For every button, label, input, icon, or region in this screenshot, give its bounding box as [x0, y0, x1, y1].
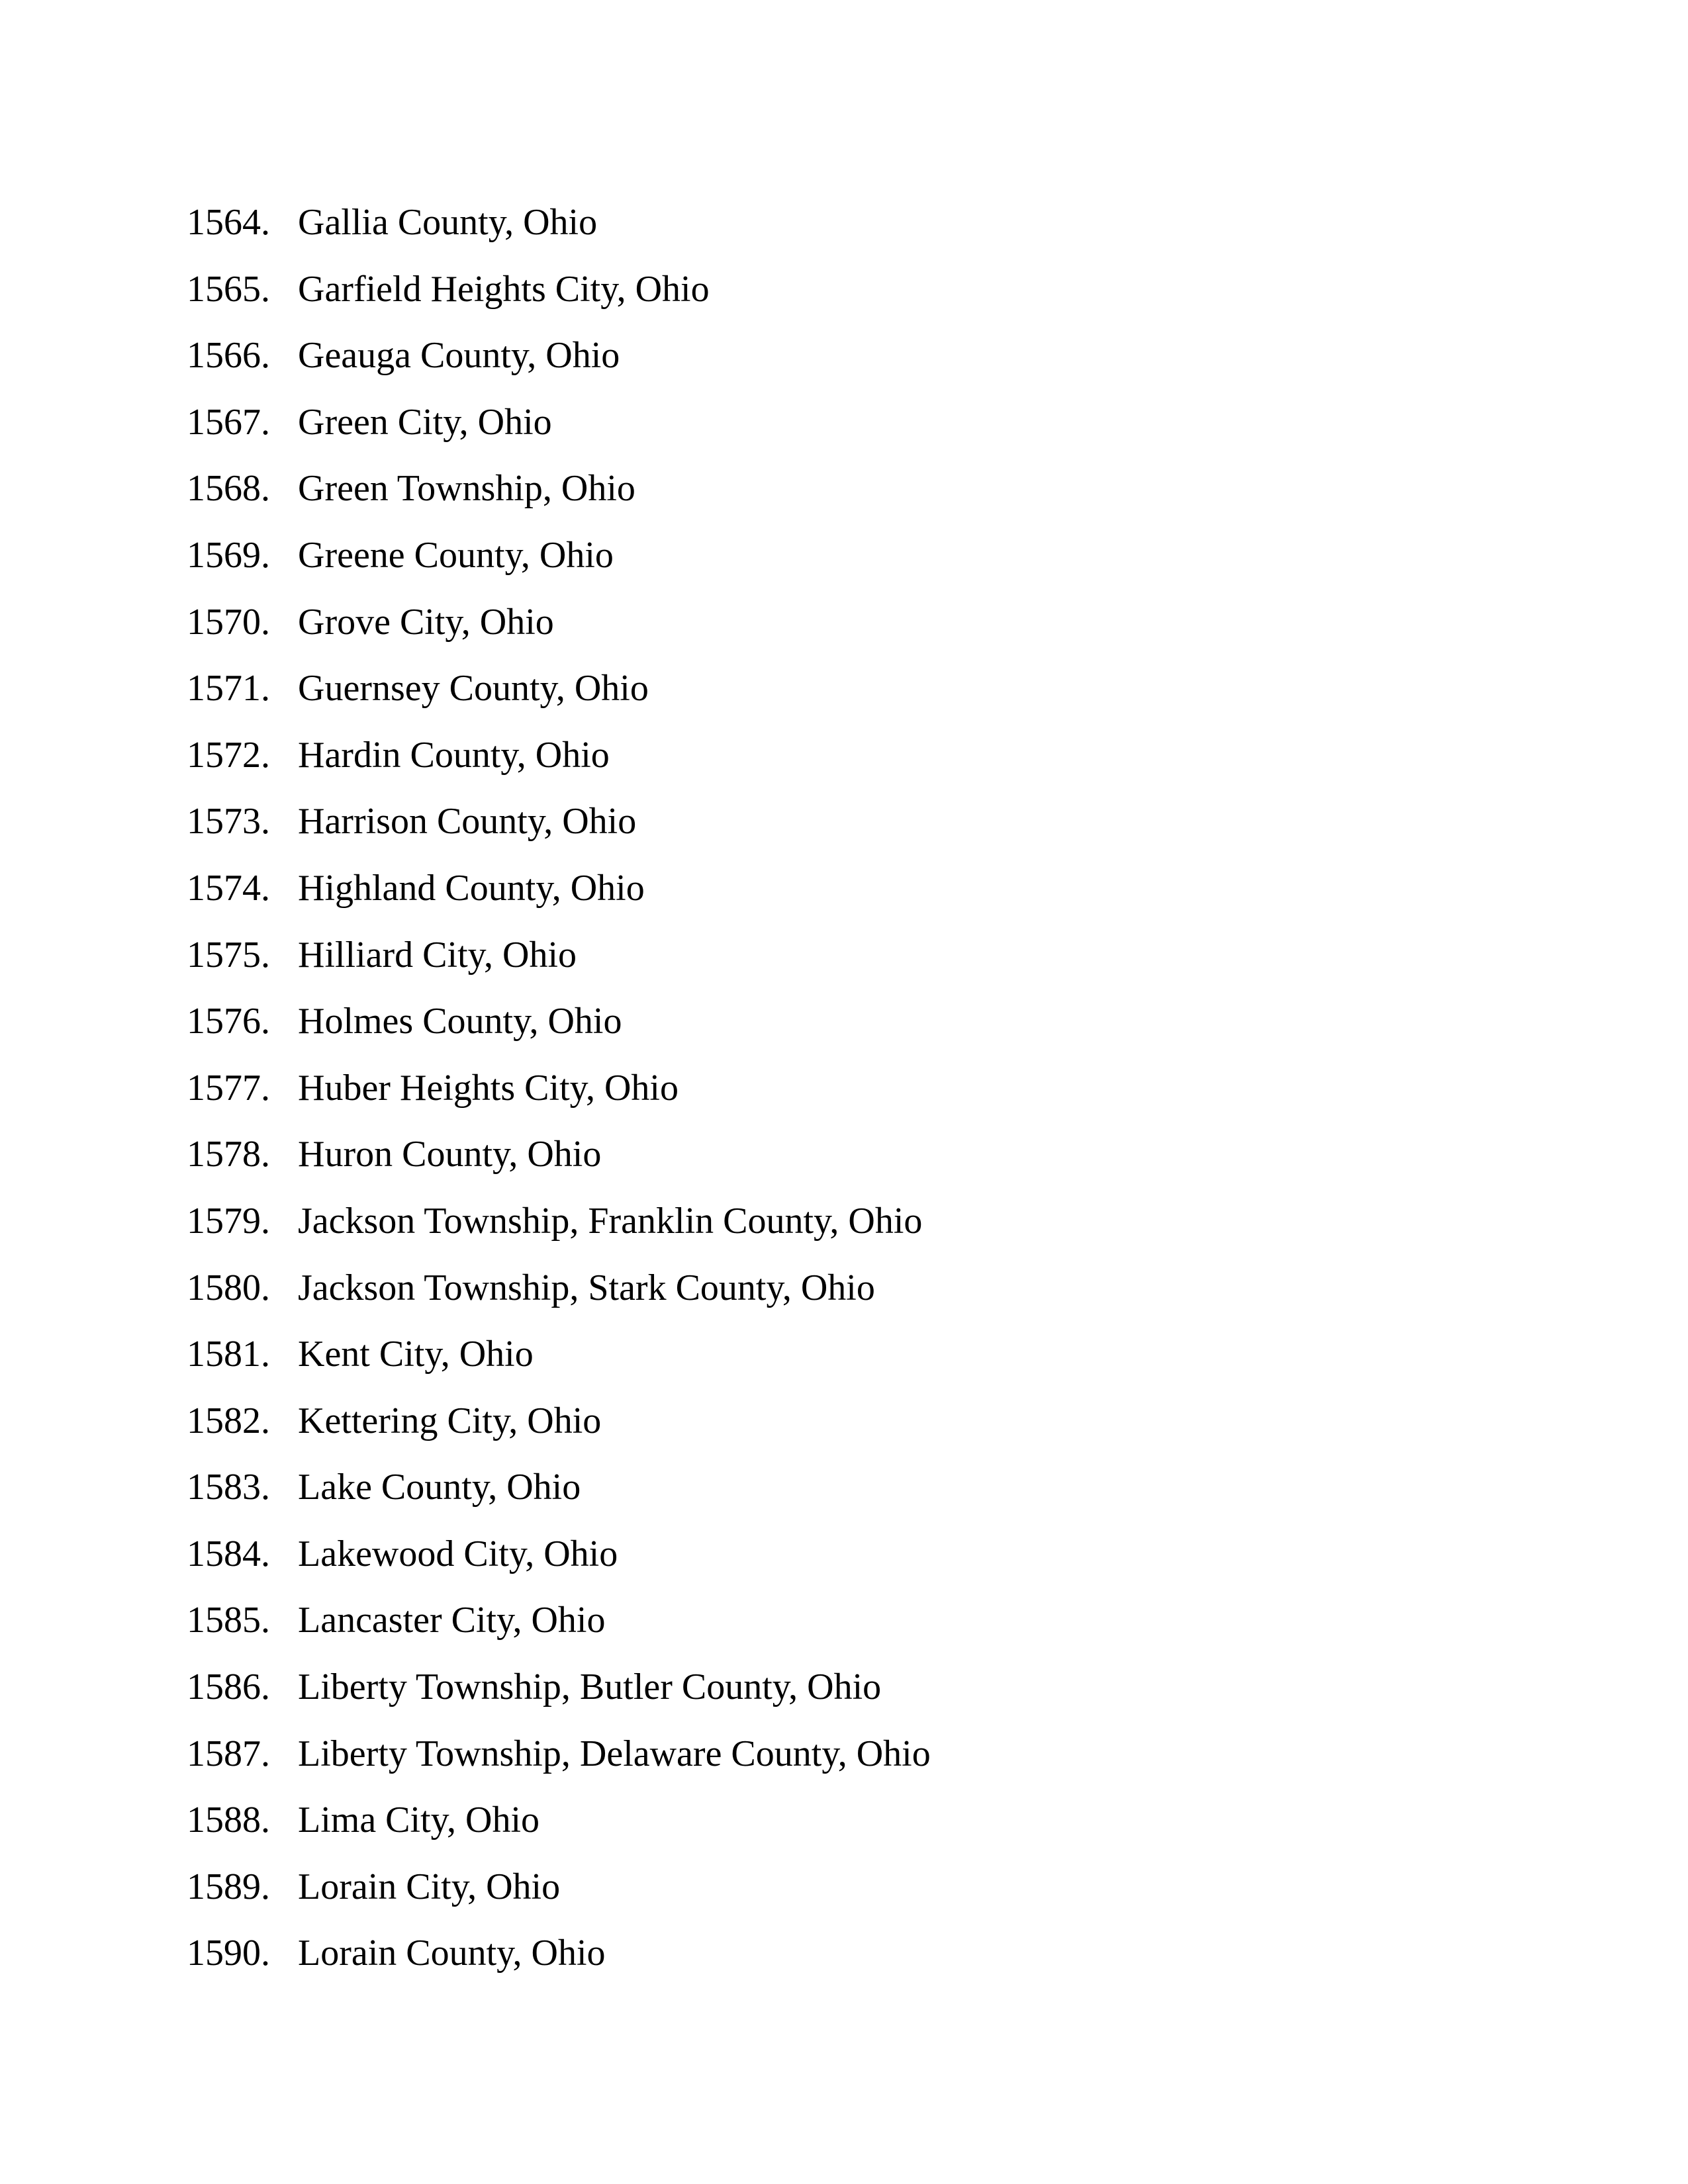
item-number: 1583.	[187, 1467, 270, 1508]
list-item	[187, 1188, 931, 1255]
item-name: Harrison County, Ohio	[298, 801, 637, 842]
item-name: Greene County, Ohio	[298, 534, 614, 576]
item-name: Grove City, Ohio	[298, 601, 554, 643]
item-name: Gallia County, Ohio	[298, 202, 598, 243]
list-item	[187, 1721, 931, 1788]
list-item	[187, 1255, 931, 1322]
item-name: Green City, Ohio	[298, 401, 552, 443]
item-name: Jackson Township, Stark County, Ohio	[298, 1267, 875, 1308]
item-number: 1571.	[187, 668, 270, 709]
item-number: 1587.	[187, 1733, 270, 1774]
item-number: 1579.	[187, 1200, 270, 1242]
item-name: Liberty Township, Butler County, Ohio	[298, 1666, 882, 1708]
item-name: Guernsey County, Ohio	[298, 668, 649, 709]
item-name: Lake County, Ohio	[298, 1467, 581, 1508]
list-item	[187, 1787, 931, 1854]
item-number: 1581.	[187, 1334, 270, 1375]
list-item	[187, 1454, 931, 1521]
list-item	[187, 522, 931, 589]
numbered-list	[187, 189, 931, 1987]
list-item	[187, 988, 931, 1055]
list-item	[187, 655, 931, 722]
list-item	[187, 1854, 931, 1921]
list-item	[187, 189, 931, 256]
item-number: 1578.	[187, 1134, 270, 1175]
item-number: 1572.	[187, 734, 270, 776]
list-item	[187, 589, 931, 656]
item-number: 1586.	[187, 1666, 270, 1708]
list-item	[187, 1388, 931, 1455]
item-number: 1582.	[187, 1400, 270, 1441]
item-name: Geauga County, Ohio	[298, 335, 620, 377]
list-item	[187, 1521, 931, 1588]
item-number: 1570.	[187, 601, 270, 643]
item-number: 1564.	[187, 202, 270, 243]
list-item	[187, 1920, 931, 1987]
item-name: Lorain County, Ohio	[298, 1933, 606, 1974]
item-name: Huron County, Ohio	[298, 1134, 602, 1175]
item-number: 1574.	[187, 867, 270, 909]
item-name: Huber Heights City, Ohio	[298, 1067, 679, 1109]
list-item	[187, 1587, 931, 1654]
item-number: 1588.	[187, 1799, 270, 1841]
item-name: Kent City, Ohio	[298, 1334, 534, 1375]
item-number: 1576.	[187, 1001, 270, 1042]
item-number: 1573.	[187, 801, 270, 842]
item-name: Jackson Township, Franklin County, Ohio	[298, 1200, 923, 1242]
item-name: Lancaster City, Ohio	[298, 1600, 606, 1641]
item-number: 1569.	[187, 534, 270, 576]
list-item	[187, 922, 931, 989]
list-item	[187, 389, 931, 456]
item-number: 1580.	[187, 1267, 270, 1308]
item-name: Highland County, Ohio	[298, 867, 645, 909]
item-number: 1589.	[187, 1866, 270, 1907]
list-item	[187, 1321, 931, 1388]
list-item	[187, 1055, 931, 1122]
item-number: 1567.	[187, 401, 270, 443]
item-name: Holmes County, Ohio	[298, 1001, 622, 1042]
item-number: 1568.	[187, 468, 270, 510]
item-name: Green Township, Ohio	[298, 468, 635, 510]
item-number: 1566.	[187, 335, 270, 377]
item-name: Lorain City, Ohio	[298, 1866, 561, 1907]
item-number: 1565.	[187, 268, 270, 310]
item-number: 1575.	[187, 934, 270, 976]
item-number: 1585.	[187, 1600, 270, 1641]
list-item	[187, 455, 931, 522]
item-name: Hardin County, Ohio	[298, 734, 610, 776]
item-name: Hilliard City, Ohio	[298, 934, 577, 976]
list-item	[187, 788, 931, 855]
item-name: Garfield Heights City, Ohio	[298, 268, 710, 310]
list-item	[187, 722, 931, 789]
list-item	[187, 1654, 931, 1721]
item-name: Liberty Township, Delaware County, Ohio	[298, 1733, 931, 1774]
item-name: Lakewood City, Ohio	[298, 1533, 618, 1574]
list-item	[187, 1121, 931, 1188]
list-item	[187, 322, 931, 389]
item-name: Kettering City, Ohio	[298, 1400, 602, 1441]
list-item	[187, 256, 931, 323]
list-item	[187, 855, 931, 922]
item-number: 1590.	[187, 1933, 270, 1974]
item-number: 1584.	[187, 1533, 270, 1574]
item-number: 1577.	[187, 1067, 270, 1109]
item-name: Lima City, Ohio	[298, 1799, 540, 1841]
